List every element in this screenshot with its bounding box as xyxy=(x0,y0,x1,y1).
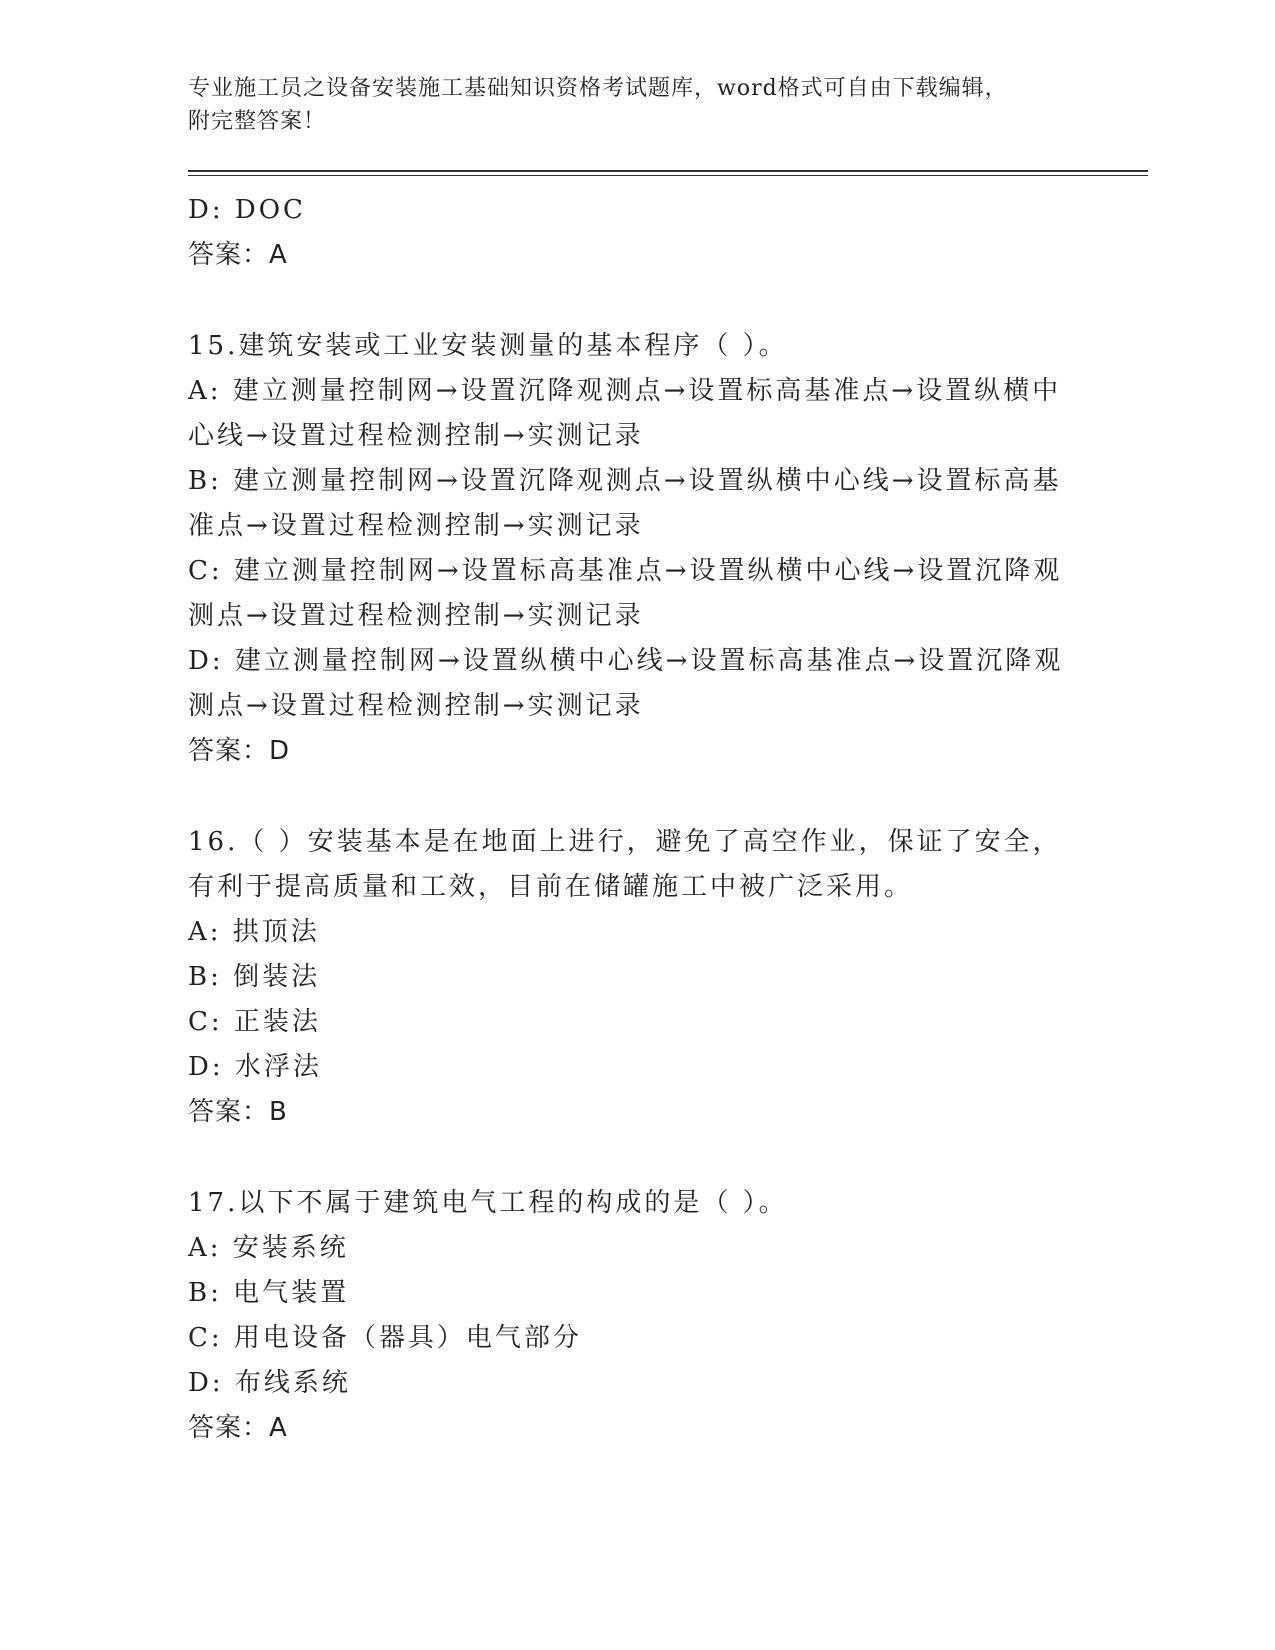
question-16-stem-line-2: 有利于提高质量和工效，目前在储罐施工中被广泛采用。 xyxy=(188,872,914,902)
question-16-stem-line-1: 16.（ ）安装基本是在地面上进行，避免了高空作业，保证了安全， xyxy=(188,827,1062,857)
question-16-option-d: D: 水浮法 xyxy=(188,1052,322,1082)
header-rule-thick xyxy=(188,170,1148,172)
question-16-option-a: A: 拱顶法 xyxy=(188,917,320,947)
option-d-previous: D: DOC xyxy=(188,195,306,225)
question-15 xyxy=(188,324,1088,774)
spacer xyxy=(188,774,1088,820)
question-content xyxy=(188,188,1088,1451)
question-15-option-c-line-1: C: 建立测量控制网→设置标高基准点→设置纵横中心线→设置沉降观 xyxy=(188,556,1063,586)
spacer xyxy=(188,1135,1088,1181)
question-15-option-c-line-2: 测点→设置过程检测控制→实测记录 xyxy=(188,601,644,631)
answer-previous: 答案：A xyxy=(188,240,288,270)
question-17-stem: 17.以下不属于建筑电气工程的构成的是（ ）。 xyxy=(188,1188,788,1218)
question-15-option-b-line-2: 准点→设置过程检测控制→实测记录 xyxy=(188,511,644,541)
question-15-stem: 15.建筑安装或工业安装测量的基本程序（ ）。 xyxy=(188,331,788,361)
question-16 xyxy=(188,820,1088,1135)
header-line-1: 专业施工员之设备安装施工基础知识资格考试题库，word格式可自由下载编辑， xyxy=(188,76,1008,101)
question-15-option-a-line-2: 心线→设置过程检测控制→实测记录 xyxy=(188,421,644,451)
question-15-answer: 答案：D xyxy=(188,736,291,766)
question-16-option-b: B: 倒装法 xyxy=(188,962,321,992)
question-17-answer: 答案：A xyxy=(188,1413,288,1443)
question-15-option-a-line-1: A: 建立测量控制网→设置沉降观测点→设置标高基准点→设置纵横中 xyxy=(188,376,1062,406)
spacer xyxy=(188,278,1088,324)
question-15-option-b-line-1: B: 建立测量控制网→设置沉降观测点→设置纵横中心线→设置标高基 xyxy=(188,466,1062,496)
question-16-option-c: C: 正装法 xyxy=(188,1007,321,1037)
question-17-option-b: B: 电气装置 xyxy=(188,1278,350,1308)
header-line-2: 附完整答案！ xyxy=(188,109,327,134)
document-header xyxy=(188,72,1068,138)
question-17-option-c: C: 用电设备（器具）电气部分 xyxy=(188,1323,582,1353)
question-15-option-d-line-2: 测点→设置过程检测控制→实测记录 xyxy=(188,691,644,721)
question-17-option-a: A: 安装系统 xyxy=(188,1233,349,1263)
question-17 xyxy=(188,1181,1088,1451)
question-17-option-d: D: 布线系统 xyxy=(188,1368,351,1398)
question-15-option-d-line-1: D: 建立测量控制网→设置纵横中心线→设置标高基准点→设置沉降观 xyxy=(188,646,1064,676)
header-rule-thin xyxy=(188,175,1148,176)
question-16-answer: 答案：B xyxy=(188,1097,288,1127)
